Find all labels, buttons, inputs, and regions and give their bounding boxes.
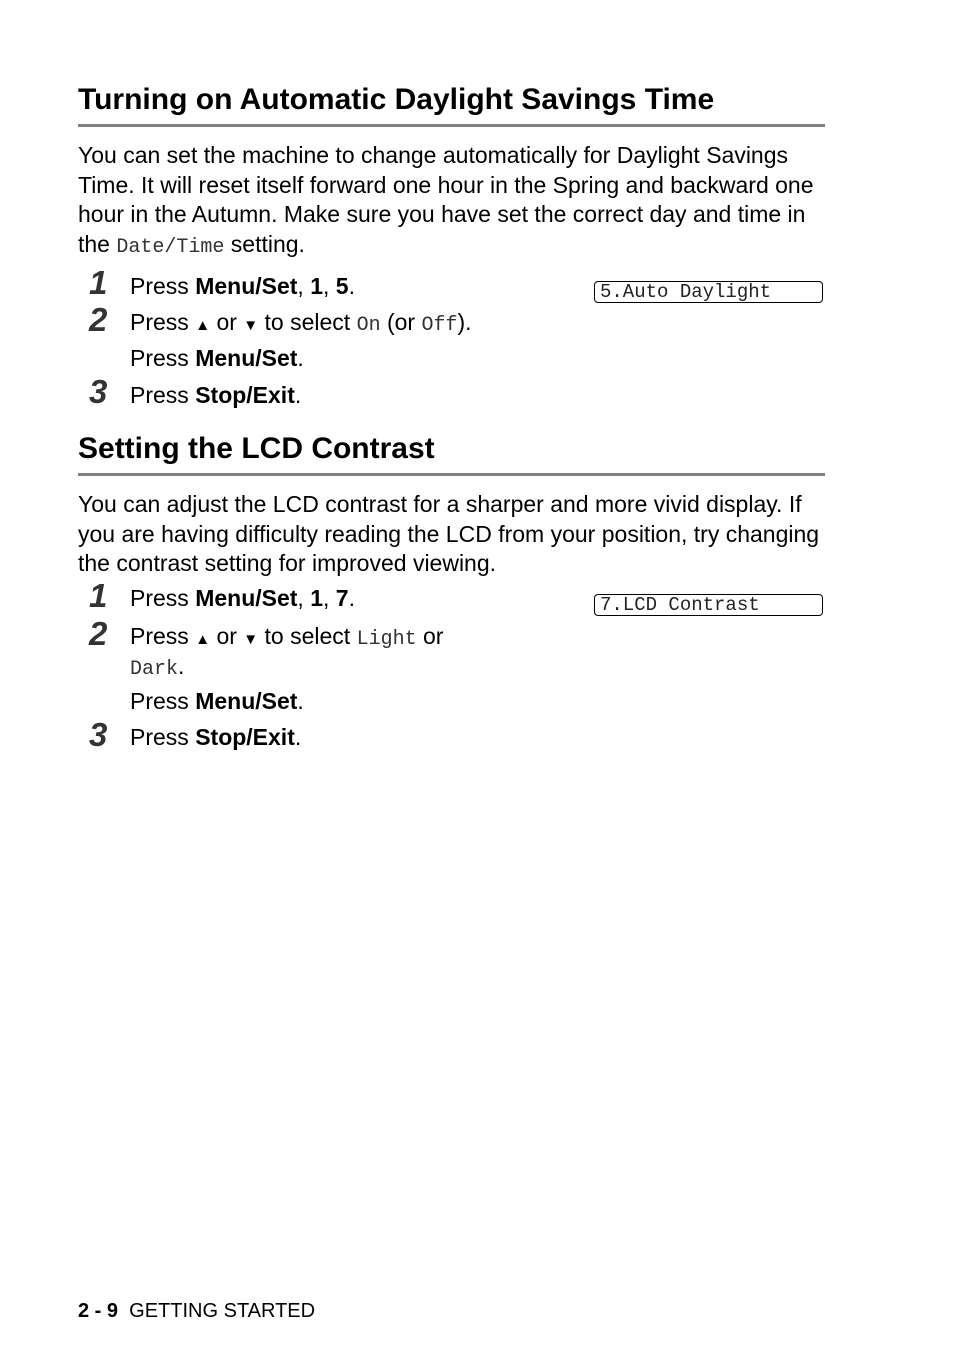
step-number: 2 [89,301,108,338]
step-number: 3 [89,373,108,410]
up-arrow-icon: ▲ [195,317,211,334]
step-1: Press Menu/Set, 1, 5. [130,273,355,299]
section-lcd-contrast [78,431,825,579]
lcd-display: 7.LCD Contrast [594,594,823,616]
step-2-continued: Press Menu/Set. [130,345,304,371]
step-2-continued: Press Menu/Set. [130,688,304,714]
section-daylight-savings [78,82,825,262]
up-arrow-icon: ▲ [195,631,211,648]
step-3: Press Stop/Exit. [130,724,302,750]
inline-code: Date/Time [116,235,225,259]
section-paragraph: You can adjust the LCD contrast for a sharper and more vivid display. If you are having difficulty reading the LCD from your position, try changing the contrast setting for improved viewing. [78,491,820,576]
section-paragraph: You can set the machine to change automatically for Daylight Savings Time. It will reset itself forward one hour in the Spring and backward one hour in the Autumn. Make sure you have set the correct day and time in the Date/Time setting. [78,142,814,259]
lcd-display: 5.Auto Daylight [594,281,823,303]
step-1: Press Menu/Set, 1, 7. [130,585,355,611]
step-number: 1 [89,577,108,614]
down-arrow-icon: ▼ [243,631,259,648]
step-2: Press ▲ or ▼ to select Light or [130,623,444,651]
page-number: 2 - 9 [78,1300,119,1322]
page-footer [78,1300,315,1323]
step-number: 1 [89,264,108,301]
section-heading: Setting the LCD Contrast [78,431,825,476]
step-number: 2 [89,615,108,652]
step-2: Press ▲ or ▼ to select On (or Off). [130,309,472,337]
step-3: Press Stop/Exit. [130,382,302,408]
down-arrow-icon: ▼ [243,317,259,334]
step-2-line2: Dark. [130,653,185,681]
section-heading: Turning on Automatic Daylight Savings Time [78,82,825,127]
chapter-title: GETTING STARTED [129,1300,316,1322]
step-number: 3 [89,716,108,753]
